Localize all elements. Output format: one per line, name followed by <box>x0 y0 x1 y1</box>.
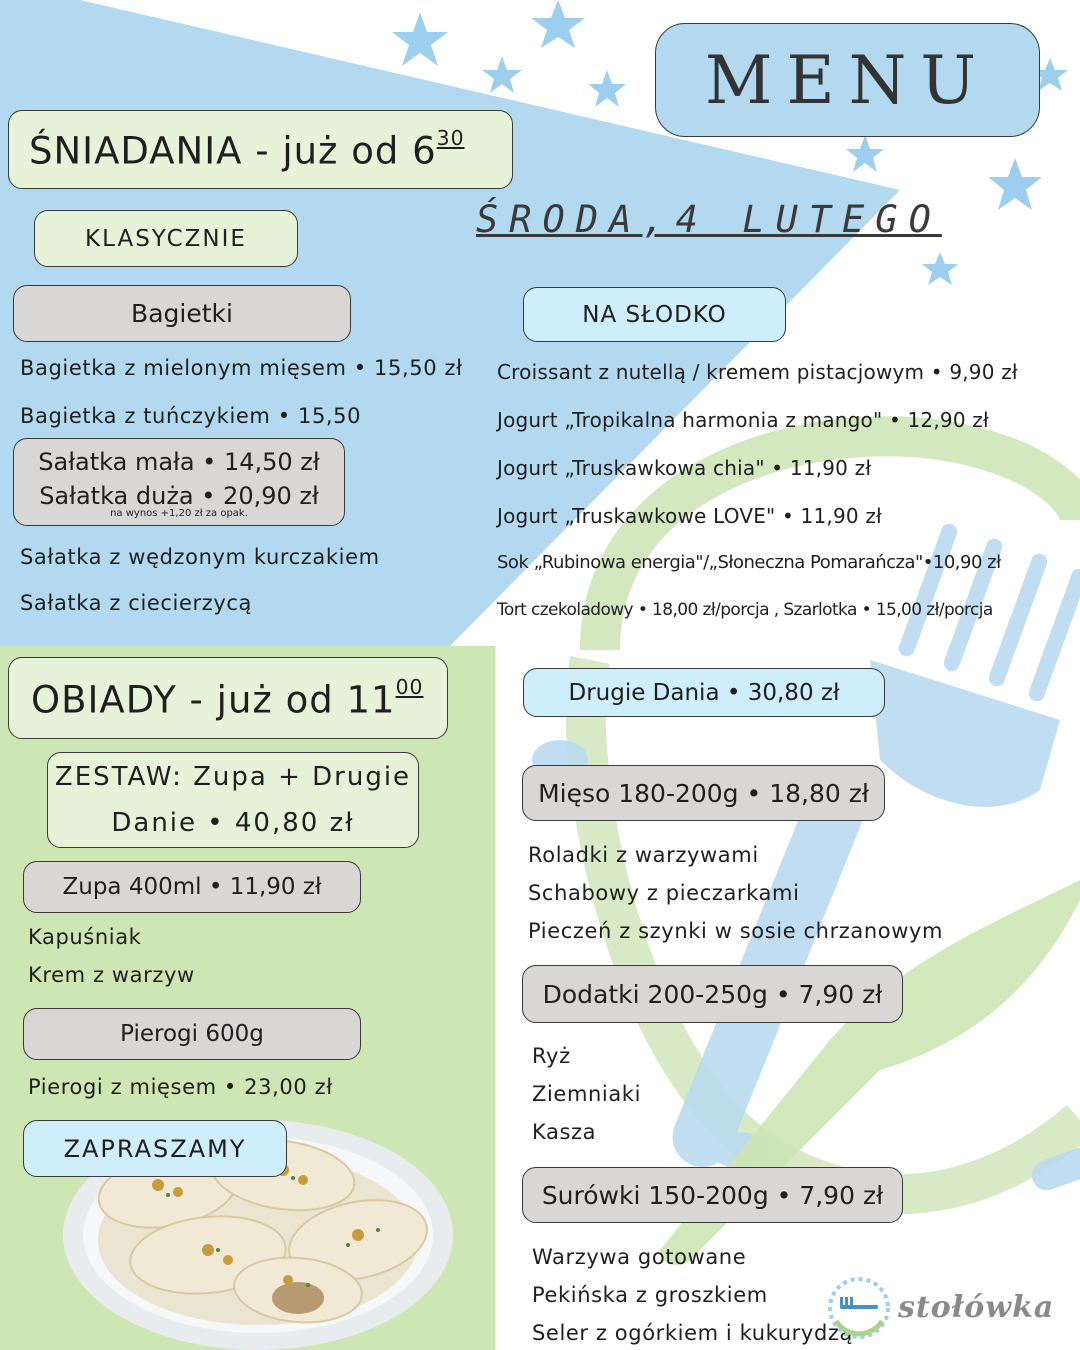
sweet-label-box <box>523 287 786 342</box>
soup-label: Zupa 400ml • 11,90 zł <box>62 874 322 900</box>
meat-item: Roladki z warzywami <box>528 843 759 867</box>
breakfast-heading: ŚNIADANIA - już od 6 <box>29 129 437 173</box>
brand-name: stołówka <box>898 1290 1055 1325</box>
set-menu-line2: Danie • 40,80 zł <box>111 808 355 838</box>
menu-date: ŚRODA,4 LUTEGO <box>476 198 942 241</box>
breakfast-item: Bagietka z tuńczykiem • 15,50 <box>20 404 362 428</box>
pierogi-label-box <box>23 1008 361 1060</box>
breakfast-heading-time-sup: 30 <box>436 126 465 151</box>
invite-box <box>23 1120 287 1177</box>
classic-label-box <box>34 210 298 267</box>
lunch-heading-box <box>8 657 448 739</box>
sweet-label: NA SŁODKO <box>582 301 727 328</box>
sweet-item: Jogurt „Truskawkowe LOVE" • 11,90 zł <box>497 504 882 528</box>
classic-label: KLASYCZNIE <box>85 225 247 252</box>
sides-label-box <box>522 965 903 1023</box>
meat-label: Mięso 180-200g • 18,80 zł <box>538 778 869 808</box>
breakfast-heading-box <box>8 110 513 189</box>
soup-label-box <box>23 861 361 913</box>
soup-item: Kapuśniak <box>28 925 142 949</box>
mains-label-box <box>523 668 885 717</box>
brand-logo-icon <box>826 1275 892 1341</box>
sweet-item: Sok „Rubinowa energia"/„Słoneczna Pomarańcza"•10,90 zł <box>497 552 1001 573</box>
sweet-item: Tort czekoladowy • 18,00 zł/porcja , Szarlotka • 15,00 zł/porcja <box>497 600 993 620</box>
salad-item: Sałatka z ciecierzycą <box>20 591 253 615</box>
sweet-item: Croissant z nutellą / kremem pistacjowym • 9,90 zł <box>497 360 1018 384</box>
menu-title: MENU <box>704 41 991 119</box>
lunch-heading: OBIADY - już od 11 <box>31 678 396 722</box>
sweet-item: Jogurt „Truskawkowa chia" • 11,90 zł <box>497 456 872 480</box>
set-menu-box <box>47 752 419 848</box>
salad-price-box <box>13 438 345 526</box>
side-item: Kasza <box>532 1120 597 1144</box>
salad-big-price: Sałatka duża • 20,90 zł <box>39 482 319 510</box>
lunch-heading-time-sup: 00 <box>395 674 424 699</box>
side-item: Ziemniaki <box>532 1082 642 1106</box>
breakfast-item: Bagietka z mielonym mięsem • 15,50 zł <box>20 356 463 380</box>
salad-item: Sałatka z wędzonym kurczakiem <box>20 545 380 569</box>
baguettes-label: Bagietki <box>131 299 233 328</box>
salads-label-box <box>522 1167 903 1223</box>
set-menu-line1: ZESTAW: Zupa + Drugie <box>54 762 412 792</box>
meat-label-box <box>522 765 885 821</box>
salad-small-price: Sałatka mała • 14,50 zł <box>38 448 320 476</box>
side-item: Ryż <box>532 1044 571 1068</box>
sides-label: Dodatki 200-250g • 7,90 zł <box>542 979 883 1009</box>
sweet-item: Jogurt „Tropikalna harmonia z mango" • 12,90 zł <box>497 408 989 432</box>
salad-side-item: Pekińska z groszkiem <box>532 1283 768 1307</box>
invite-label: ZAPRASZAMY <box>63 1134 247 1163</box>
pierogi-item: Pierogi z mięsem • 23,00 zł <box>28 1075 333 1099</box>
pierogi-label: Pierogi 600g <box>120 1021 264 1047</box>
soup-item: Krem z warzyw <box>28 963 195 987</box>
salad-side-item: Seler z ogórkiem i kukurydzą <box>532 1321 853 1345</box>
meat-item: Pieczeń z szynki w sosie chrzanowym <box>528 919 944 943</box>
baguettes-label-box <box>13 285 351 342</box>
menu-title-box <box>655 23 1040 137</box>
salad-side-item: Warzywa gotowane <box>532 1245 747 1269</box>
salads-label: Surówki 150-200g • 7,90 zł <box>541 1180 884 1210</box>
salad-takeaway-note: na wynos +1,20 zł za opak. <box>110 508 248 519</box>
meat-item: Schabowy z pieczarkami <box>528 881 800 905</box>
mains-label: Drugie Dania • 30,80 zł <box>568 679 840 706</box>
